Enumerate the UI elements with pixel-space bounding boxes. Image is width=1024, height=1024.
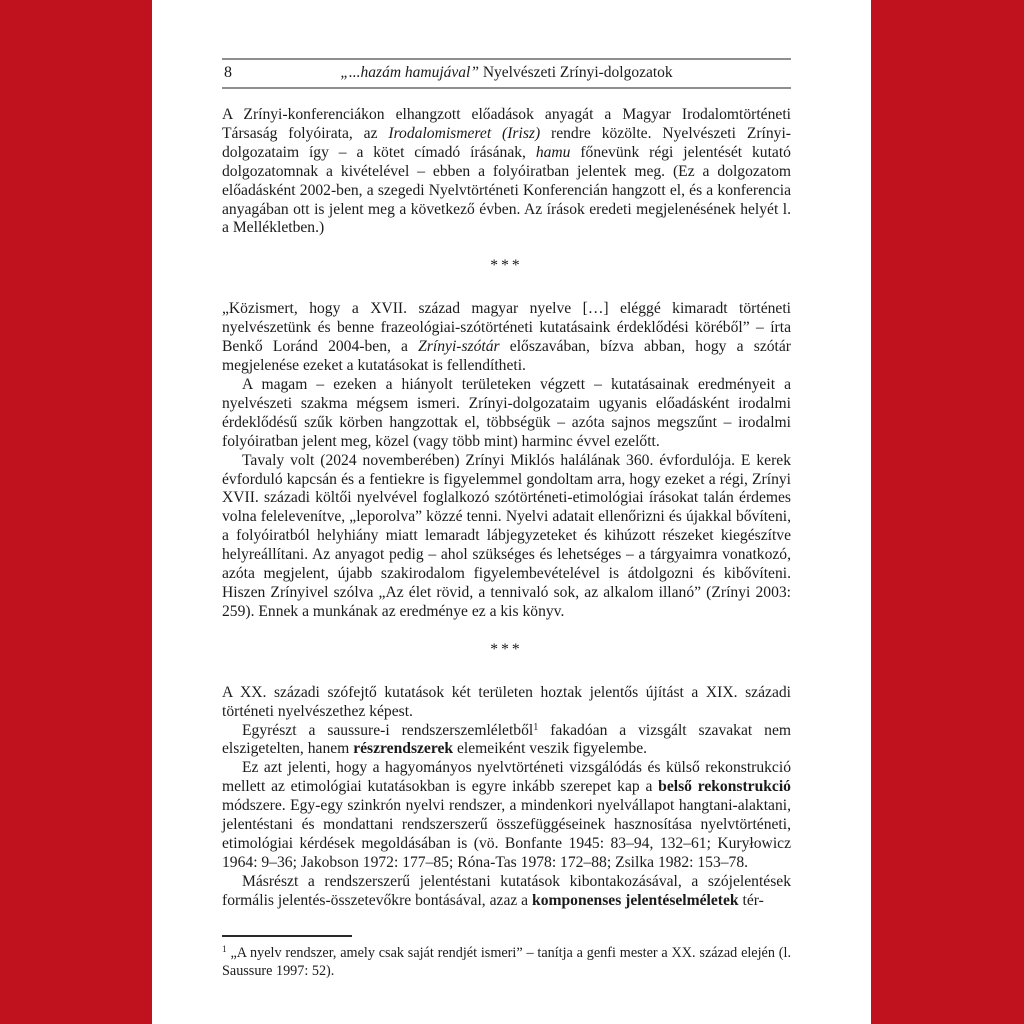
paragraph: A magam – ezeken a hiányolt területeken végzett – kutatásainak eredményeit a nyelvészeti szakma mégsem ismeri. Zrínyi-dolgozataim ugyanis előadásként irodalmi érdeklődésű szűk körben hangzottak el, többségük – azóta sajnos megszűnt – irodalmi folyóiratban jelent meg, közel (vagy több mint) harminc évvel ezelőtt. bbox=[222, 375, 791, 450]
body-text bbox=[222, 106, 791, 911]
running-title bbox=[340, 64, 672, 81]
paragraph: „Közismert, hogy a XVII. század magyar nyelve […] eléggé kimaradt történeti nyelvészetünk és benne frazeológiai-szótörténeti kutatásaink érdeklődési köréből” – írta Benkő Loránd 2004-ben, a Zrínyi-szótár előszavában, bízva abban, hogy a szótár megjelenése ezeket a kutatásokat is fellendítheti. bbox=[222, 300, 791, 375]
footnote-rule bbox=[222, 935, 352, 937]
footnote-reference: 1 bbox=[533, 722, 539, 733]
paragraph: Ez azt jelenti, hogy a hagyományos nyelvtörténeti vizsgálódás és külső rekonstrukció mellett az etimológiai kutatásokban is egyre inkább szerepet kap a belső rekonstrukció módszere. Egy-egy szinkrón nyelvi rendszer, a mindenkori nyelvállapot hangtani-alaktani, jelentéstani és mondattani rendszerszerű összefüggéseinek hasznosítása nyelvtörténeti, etimológiai kérdések megoldásában is (vö. Bonfante 1945: 83–94, 132–61; Kuryłowicz 1964: 9–36; Jakobson 1972: 177–85; Róna-Tas 1978: 172–88; Zsilka 1982: 153–78. bbox=[222, 759, 791, 871]
footnote: $^1$ „A nyelv rendszer, amely csak saját rendjét ismeri” – tanítja a genfi mester a XX. század elején (l. Saussure 1997: 52). bbox=[222, 944, 791, 980]
running-title-rest: Nyelvészeti Zrínyi-dolgozatok bbox=[478, 64, 673, 81]
paragraph: A XX. századi szófejtő kutatások két területen hoztak jelentős újítást a XIX. századi történeti nyelvészethez képest. bbox=[222, 683, 791, 720]
footnote-reference: 1 bbox=[222, 944, 227, 955]
running-header bbox=[222, 58, 791, 89]
paragraph: Másrészt a rendszerszerű jelentéstani kutatások kibontakozásával, a szójelentések formális jelentés-összetevőkre bontásával, azaz a komponenses jelentéselméletek tér- bbox=[222, 872, 791, 909]
section-separator: *** bbox=[490, 257, 523, 275]
paragraph: Tavaly volt (2024 novemberében) Zrínyi Miklós halálának 360. évfordulója. E kerek évforduló kapcsán és a fentiekre is figyelemmel gondoltam arra, hogy ezeket a régi, Zrínyi XVII. századi költői nyelvével foglalkozó szótörténeti-etimológiai írásokat talán érdemes volna felelevenítve, „leporolva” közzé tenni. Nyelvi adatait ellenőrizni és újakkal bővíteni, a folyóiratból helyhiány miatt lemaradt lábjegyzeteket és kihúzott részeket kiegészítve helyreállítani. Az anyagot pedig – ahol szükséges és lehetséges – a tárgyaimra vonatkozó, azóta megjelent, újabb szakirodalom figyelembevételével is átdolgozni és kibővíteni. Hiszen Zrínyivel szólva „Az élet rövid, a tennivaló sok, az alkalom illanó” (Zrínyi 2003: 259). Ennek a munkának az eredménye ez a kis könyv. bbox=[222, 451, 791, 620]
right-red-band bbox=[871, 0, 1024, 1024]
left-red-band bbox=[0, 0, 152, 1024]
paragraph: A Zrínyi-konferenciákon elhangzott előadások anyagát a Magyar Irodalomtörténeti Társaság folyóirata, az Irodalomismeret (Irisz) rendre közölte. Nyelvészeti Zrínyi-dolgozataim így – a kötet címadó írásának, hamu főnevünk régi jelentését kutató dolgozatomnak a kivételével – ebben a folyóiratban jelentek meg. (Ez a dolgozatom előadásként 2002-ben, a szegedi Nyelvtörténeti Konferencián hangzott el, és a konferencia anyagában ott is jelent meg a következő évben. Az írások eredeti megjelenésének helyét l. a Mellékletben.) bbox=[222, 106, 792, 237]
footnote-block bbox=[222, 935, 791, 981]
section-separator: *** bbox=[490, 640, 523, 658]
page-number: 8 bbox=[224, 64, 232, 81]
running-title-quote: „...hazám hamujával” bbox=[340, 64, 479, 81]
book-page bbox=[152, 0, 871, 1024]
paragraph: Egyrészt a saussure-i rendszerszemléletből$^1$ fakadóan a vizsgált szavakat nem elszigetelten, hanem részrendszerek elemeiként veszik figyelembe. bbox=[222, 721, 792, 758]
